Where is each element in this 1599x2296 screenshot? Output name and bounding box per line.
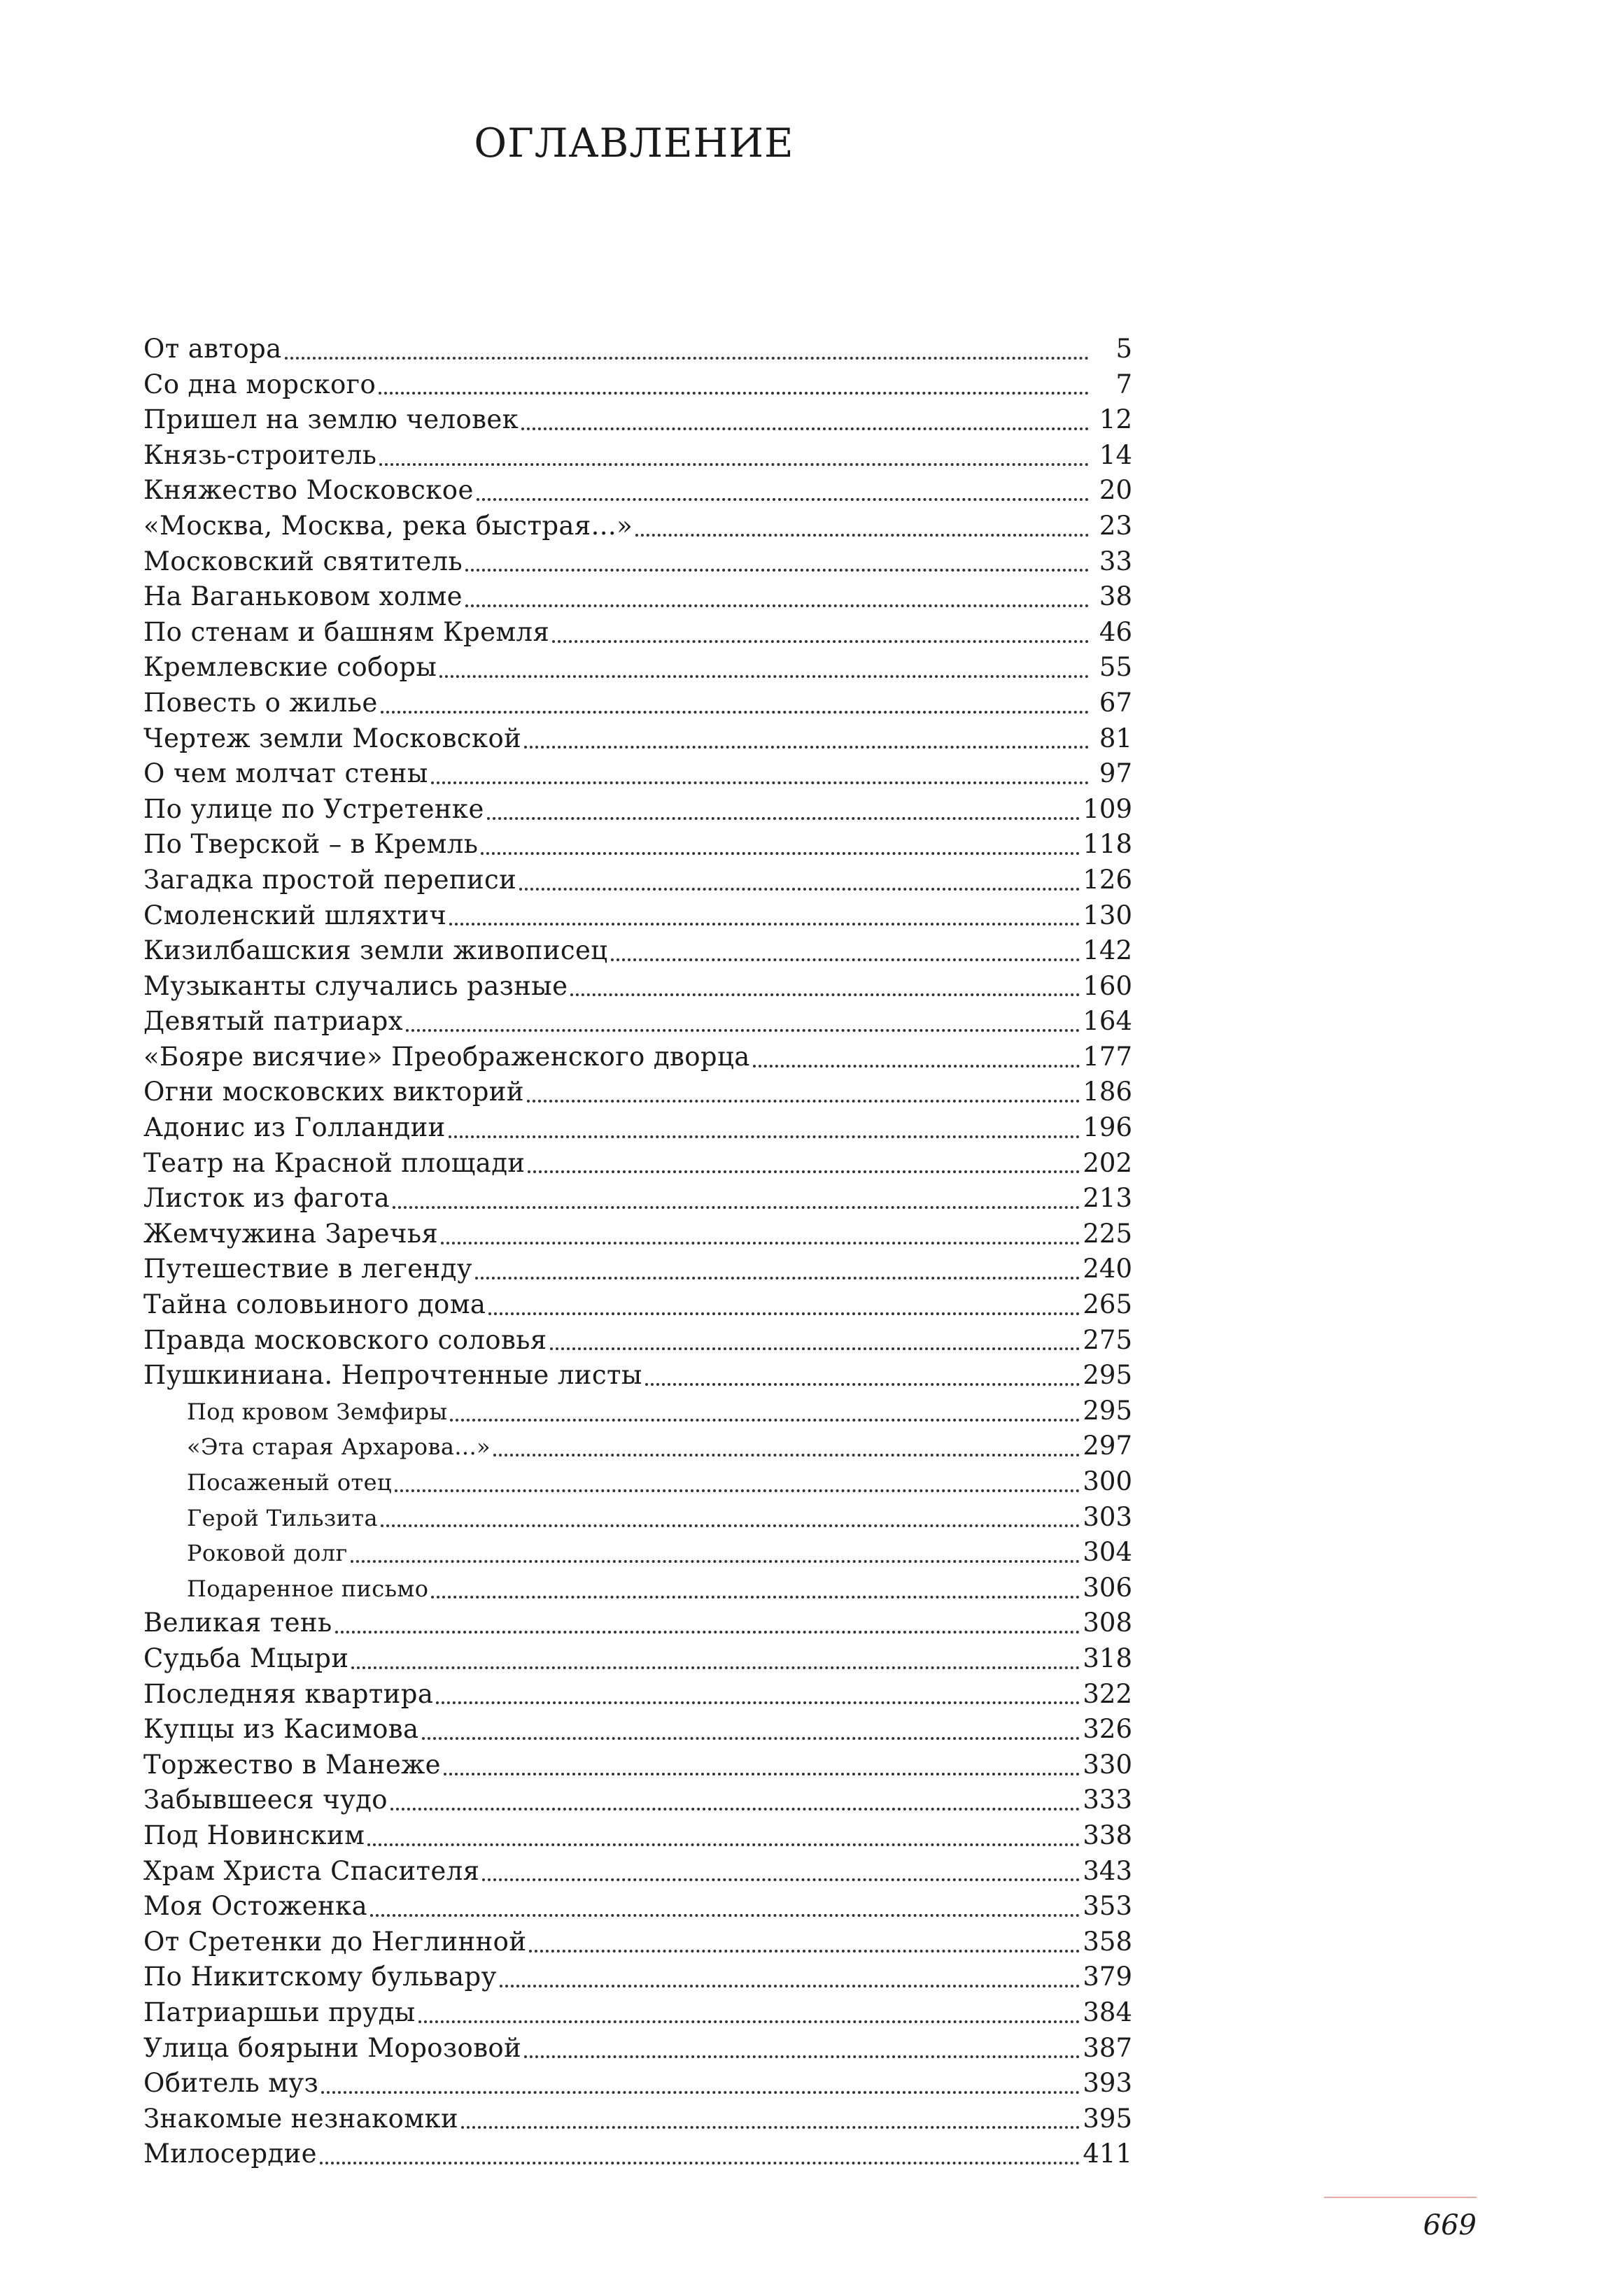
toc-entry [143, 1040, 1132, 1075]
toc-entry-page: 306 [1083, 1572, 1132, 1603]
toc-entry-page: 353 [1083, 1891, 1132, 1922]
toc-entry-page: 160 [1083, 970, 1132, 1001]
table-of-contents [143, 332, 1132, 2172]
toc-entry-page: 33 [1099, 546, 1132, 576]
toc-entry-page: 7 [1115, 369, 1132, 399]
toc-entry [143, 1854, 1132, 1890]
toc-entry-title: Торжество в Манеже [143, 1749, 441, 1780]
toc-entry-page: 126 [1083, 864, 1132, 895]
toc-entry-page: 186 [1083, 1077, 1132, 1107]
toc-entry-title: Обитель муз [143, 2068, 319, 2099]
toc-entry-page: 23 [1099, 510, 1132, 541]
toc-entry-title: От Сретенки до Неглинной [143, 1926, 527, 1957]
dot-leader [524, 2055, 1080, 2058]
toc-entry-title: Театр на Красной площади [143, 1147, 526, 1178]
toc-entry-title: Повесть о жилье [143, 687, 378, 718]
toc-entry-title: Кизилбашския земли живописец [143, 935, 608, 966]
toc-entry-title: Герой Тильзита [187, 1504, 378, 1531]
dot-leader [335, 1630, 1080, 1634]
dot-leader [528, 1170, 1080, 1173]
dot-leader [321, 2090, 1080, 2094]
toc-entry [143, 2102, 1132, 2137]
toc-entry-title: Музыканты случались разные [143, 970, 568, 1001]
toc-entry [143, 509, 1132, 544]
dot-leader [379, 391, 1089, 395]
toc-entry-title: Чертеж земли Московской [143, 723, 522, 753]
dot-leader [493, 1453, 1080, 1457]
dot-leader [487, 816, 1080, 820]
dot-leader [529, 1949, 1080, 1953]
toc-entry [143, 473, 1132, 509]
toc-entry-page: 20 [1099, 475, 1132, 506]
toc-entry-page: 300 [1083, 1466, 1132, 1496]
toc-entry-title: Посаженый отец [187, 1469, 392, 1496]
dot-leader [635, 533, 1089, 537]
toc-entry [143, 1960, 1132, 1995]
toc-entry-page: 393 [1083, 2068, 1132, 2099]
toc-entry-page: 265 [1083, 1289, 1132, 1320]
toc-entry-title: Девятый патриарх [143, 1006, 404, 1037]
dot-leader [395, 1489, 1080, 1492]
toc-entry-page: 330 [1083, 1749, 1132, 1780]
toc-entry-page: 333 [1083, 1785, 1132, 1815]
dot-leader [367, 1843, 1080, 1846]
dot-leader [422, 1736, 1080, 1740]
dot-leader [475, 1276, 1080, 1280]
toc-entry-title: Под Новинским [143, 1820, 365, 1850]
toc-entry [143, 1287, 1132, 1323]
toc-entry-page: 142 [1083, 935, 1132, 966]
toc-entry-title: Огни московских викторий [143, 1077, 524, 1107]
toc-entry [143, 1818, 1132, 1854]
toc-entry-page: 38 [1099, 581, 1132, 612]
toc-entry [143, 1641, 1132, 1677]
toc-entry [143, 1606, 1132, 1641]
toc-entry-title: «Москва, Москва, река быстрая...» [143, 510, 633, 541]
toc-entry-page: 240 [1083, 1254, 1132, 1284]
toc-entry [143, 1146, 1132, 1182]
toc-entry-title: Князь-строитель [143, 439, 377, 470]
dot-leader [320, 2161, 1080, 2164]
dot-leader [524, 745, 1089, 749]
toc-entry [143, 898, 1132, 934]
dot-leader [431, 1595, 1080, 1599]
toc-entry [143, 1217, 1132, 1252]
toc-entry-title: Со дна морского [143, 369, 376, 399]
toc-entry-title: Московский святитель [143, 546, 463, 576]
toc-entry-title: Последняя квартира [143, 1678, 434, 1709]
toc-entry [143, 1925, 1132, 1960]
toc-entry [143, 1004, 1132, 1040]
dot-leader [449, 922, 1080, 926]
dot-leader [461, 2125, 1080, 2129]
dot-leader [477, 497, 1089, 501]
toc-entry [143, 544, 1132, 580]
dot-leader [370, 1913, 1080, 1917]
toc-entry-title: Подаренное письмо [187, 1575, 429, 1602]
toc-entry [143, 1252, 1132, 1287]
dot-leader [550, 1347, 1080, 1350]
toc-entry-page: 118 [1083, 829, 1132, 860]
toc-entry-title: Княжество Московское [143, 475, 474, 506]
dot-leader [418, 2020, 1080, 2023]
dot-leader [450, 1418, 1080, 1422]
toc-entry [143, 2066, 1132, 2102]
dot-leader [481, 851, 1080, 855]
toc-entry-page: 326 [1083, 1714, 1132, 1745]
toc-entry-title: По стенам и башням Кремля [143, 616, 550, 647]
toc-entry-title: Моя Остоженка [143, 1891, 368, 1922]
toc-entry-title: Путешествие в легенду [143, 1254, 472, 1284]
toc-entry [143, 1712, 1132, 1748]
toc-entry-title: Судьба Мцыри [143, 1643, 349, 1673]
toc-entry [143, 1783, 1132, 1818]
toc-entry [143, 863, 1132, 898]
dot-leader [390, 1807, 1080, 1810]
toc-entry-page: 358 [1083, 1926, 1132, 1957]
toc-entry-page: 338 [1083, 1820, 1132, 1850]
toc-entry-page: 297 [1083, 1431, 1132, 1461]
toc-entry-page: 225 [1083, 1218, 1132, 1249]
toc-entry-page: 12 [1099, 404, 1132, 435]
dot-leader [465, 604, 1089, 607]
toc-entry-page: 46 [1099, 616, 1132, 647]
dot-leader [527, 1099, 1080, 1103]
toc-entry [143, 2136, 1132, 2172]
toc-entry [143, 402, 1132, 438]
toc-entry-title: Роковой долг [187, 1540, 348, 1567]
dot-leader [285, 356, 1089, 360]
toc-entry [143, 969, 1132, 1005]
toc-entry-page: 295 [1083, 1360, 1132, 1391]
toc-entry [143, 792, 1132, 828]
toc-entry-page: 308 [1083, 1608, 1132, 1638]
toc-entry-page: 67 [1099, 687, 1132, 718]
toc-entry-title: Тайна соловьиного дома [143, 1289, 486, 1320]
toc-entry-page: 81 [1099, 723, 1132, 753]
toc-entry-title: На Ваганьковом холме [143, 581, 463, 612]
toc-entry-page: 213 [1083, 1183, 1132, 1214]
toc-entry-page: 318 [1083, 1643, 1132, 1673]
dot-leader [482, 1878, 1080, 1881]
toc-entry-page: 384 [1083, 1997, 1132, 2027]
dot-leader [753, 1064, 1080, 1068]
toc-entry-title: От автора [143, 334, 282, 364]
toc-entry-title: «Эта старая Архарова...» [187, 1433, 491, 1461]
dot-leader [519, 887, 1080, 891]
toc-entry-title: Кремлевские соборы [143, 652, 437, 683]
toc-entry-title: Пушкиниана. Непрочтенные листы [143, 1360, 642, 1391]
toc-entry [143, 615, 1132, 651]
toc-entry-page: 97 [1099, 758, 1132, 789]
dot-leader [570, 993, 1080, 996]
dot-leader [488, 1312, 1080, 1315]
dot-leader [431, 781, 1089, 784]
toc-entry [143, 1075, 1132, 1110]
toc-entry-page: 196 [1083, 1112, 1132, 1143]
toc-entry-title: По Тверской – в Кремль [143, 829, 479, 860]
toc-subentry [143, 1500, 1132, 1536]
toc-entry-title: Листок из фагота [143, 1183, 390, 1214]
toc-entry [143, 721, 1132, 757]
toc-entry-title: Забывшееся чудо [143, 1785, 388, 1815]
toc-entry-title: Великая тень [143, 1608, 332, 1638]
toc-subentry [143, 1394, 1132, 1429]
toc-entry-page: 109 [1083, 793, 1132, 824]
toc-entry [143, 1995, 1132, 2031]
toc-entry-title: О чем молчат стены [143, 758, 428, 789]
page-title: ОГЛАВЛЕНИЕ [474, 120, 794, 166]
dot-leader [351, 1666, 1080, 1669]
dot-leader [436, 1701, 1080, 1704]
toc-entry-title: Милосердие [143, 2139, 317, 2169]
dot-leader [406, 1028, 1080, 1032]
toc-entry-page: 387 [1083, 2032, 1132, 2063]
toc-entry [143, 756, 1132, 792]
toc-entry [143, 1358, 1132, 1394]
dot-leader [393, 1205, 1080, 1209]
footer-rule [1324, 2197, 1477, 2198]
toc-entry-title: Жемчужина Заречья [143, 1218, 439, 1249]
dot-leader [500, 1984, 1080, 1987]
toc-entry-title: Купцы из Касимова [143, 1714, 419, 1745]
toc-entry [143, 367, 1132, 403]
toc-entry-page: 14 [1099, 439, 1132, 470]
toc-subentry [143, 1429, 1132, 1464]
dot-leader [379, 462, 1089, 466]
toc-entry-title: Улица боярыни Морозовой [143, 2032, 522, 2063]
toc-entry [143, 827, 1132, 863]
toc-entry-title: По улице по Устретенке [143, 793, 484, 824]
toc-entry [143, 686, 1132, 721]
page-number: 669 [1423, 2209, 1477, 2241]
toc-entry-page: 164 [1083, 1006, 1132, 1037]
dot-leader [552, 639, 1089, 643]
toc-entry-page: 343 [1083, 1855, 1132, 1886]
toc-subentry [143, 1464, 1132, 1500]
toc-entry-title: По Никитскому бульвару [143, 1962, 497, 1992]
toc-entry [143, 579, 1132, 615]
toc-entry-page: 303 [1083, 1501, 1132, 1532]
toc-entry-page: 55 [1099, 652, 1132, 683]
toc-entry-title: Патриаршьи пруды [143, 1997, 416, 2027]
toc-entry [143, 2031, 1132, 2067]
toc-entry-page: 275 [1083, 1324, 1132, 1355]
toc-entry-title: Храм Христа Спасителя [143, 1855, 480, 1886]
toc-subentry [143, 1571, 1132, 1606]
toc-entry-page: 5 [1115, 334, 1132, 364]
toc-entry-title: Загадка простой переписи [143, 864, 517, 895]
toc-entry-title: Адонис из Голландии [143, 1112, 446, 1143]
toc-entry [143, 1323, 1132, 1359]
toc-entry-page: 130 [1083, 900, 1132, 930]
dot-leader [441, 1241, 1080, 1245]
dot-leader [439, 674, 1089, 678]
dot-leader [449, 1135, 1080, 1138]
dot-leader [381, 1524, 1080, 1527]
toc-entry-page: 395 [1083, 2103, 1132, 2134]
toc-entry-title: Пришел на землю человек [143, 404, 519, 435]
toc-entry [143, 1110, 1132, 1146]
toc-entry-page: 304 [1083, 1537, 1132, 1568]
toc-entry-title: «Бояре висячие» Преображенского дворца [143, 1041, 750, 1072]
toc-subentry [143, 1535, 1132, 1571]
toc-entry [143, 933, 1132, 969]
toc-entry-title: Правда московского соловья [143, 1324, 547, 1355]
toc-entry [143, 438, 1132, 474]
toc-entry-page: 322 [1083, 1678, 1132, 1709]
dot-leader [381, 710, 1089, 714]
dot-leader [465, 568, 1089, 572]
toc-entry [143, 1181, 1132, 1217]
dot-leader [444, 1772, 1080, 1776]
dot-leader [645, 1382, 1080, 1386]
toc-entry-page: 202 [1083, 1147, 1132, 1178]
toc-entry-page: 177 [1083, 1041, 1132, 1072]
toc-entry [143, 650, 1132, 686]
dot-leader [521, 427, 1089, 430]
dot-leader [611, 958, 1080, 961]
toc-entry [143, 332, 1132, 367]
toc-entry-page: 295 [1083, 1395, 1132, 1426]
toc-entry [143, 1889, 1132, 1925]
toc-entry [143, 1748, 1132, 1783]
toc-entry-title: Под кровом Земфиры [187, 1398, 448, 1425]
dot-leader [351, 1559, 1080, 1563]
toc-entry-page: 411 [1083, 2139, 1132, 2169]
toc-entry-title: Смоленский шляхтич [143, 900, 447, 930]
toc-entry-title: Знакомые незнакомки [143, 2103, 459, 2134]
toc-entry-page: 379 [1083, 1962, 1132, 1992]
toc-entry [143, 1677, 1132, 1713]
